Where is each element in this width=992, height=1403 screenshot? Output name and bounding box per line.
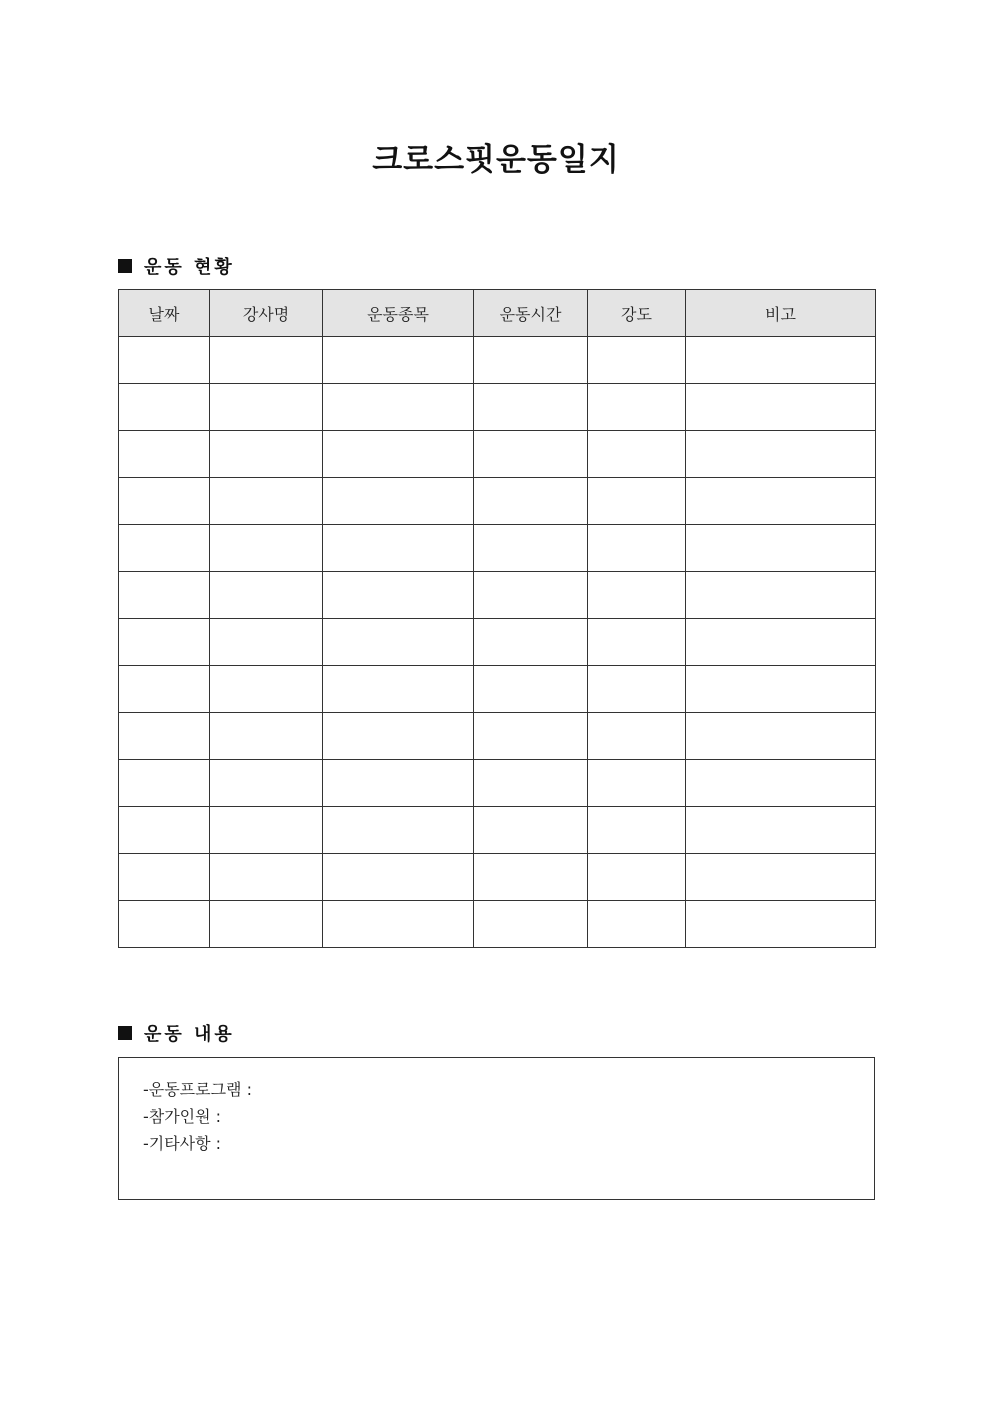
table-cell-intensity[interactable] xyxy=(588,572,686,619)
table-cell-notes[interactable] xyxy=(686,384,876,431)
table-cell-instructor[interactable] xyxy=(210,807,323,854)
table-cell-exercise-time[interactable] xyxy=(474,525,588,572)
table-cell-date[interactable] xyxy=(119,760,210,807)
table-cell-exercise-time[interactable] xyxy=(474,572,588,619)
table-cell-exercise-time[interactable] xyxy=(474,713,588,760)
table-cell-exercise-type[interactable] xyxy=(323,619,474,666)
table-cell-date[interactable] xyxy=(119,807,210,854)
content-lines xyxy=(143,1076,252,1157)
table-cell-intensity[interactable] xyxy=(588,384,686,431)
table-cell-exercise-time[interactable] xyxy=(474,337,588,384)
table-row xyxy=(119,807,876,854)
table-row xyxy=(119,666,876,713)
table-row xyxy=(119,337,876,384)
page-title: 크로스핏운동일지 xyxy=(372,142,620,178)
table-cell-intensity[interactable] xyxy=(588,525,686,572)
table-cell-intensity[interactable] xyxy=(588,901,686,948)
table-cell-notes[interactable] xyxy=(686,760,876,807)
table-cell-date[interactable] xyxy=(119,478,210,525)
table-cell-exercise-type[interactable] xyxy=(323,760,474,807)
table-cell-notes[interactable] xyxy=(686,807,876,854)
table-cell-notes[interactable] xyxy=(686,619,876,666)
column-header-intensity: 강도 xyxy=(588,290,686,337)
table-cell-instructor[interactable] xyxy=(210,666,323,713)
table-row xyxy=(119,572,876,619)
table-cell-exercise-time[interactable] xyxy=(474,807,588,854)
exercise-content-box[interactable] xyxy=(118,1057,875,1200)
table-row xyxy=(119,619,876,666)
table-cell-exercise-time[interactable] xyxy=(474,478,588,525)
table-cell-intensity[interactable] xyxy=(588,713,686,760)
table-cell-date[interactable] xyxy=(119,431,210,478)
table-cell-exercise-type[interactable] xyxy=(323,854,474,901)
table-cell-instructor[interactable] xyxy=(210,619,323,666)
table-cell-exercise-time[interactable] xyxy=(474,901,588,948)
table-cell-date[interactable] xyxy=(119,572,210,619)
table-cell-instructor[interactable] xyxy=(210,901,323,948)
table-cell-intensity[interactable] xyxy=(588,337,686,384)
table-row xyxy=(119,384,876,431)
table-cell-instructor[interactable] xyxy=(210,525,323,572)
table-cell-intensity[interactable] xyxy=(588,854,686,901)
section-heading-status xyxy=(118,253,235,279)
table-cell-instructor[interactable] xyxy=(210,384,323,431)
table-cell-instructor[interactable] xyxy=(210,854,323,901)
table-row xyxy=(119,901,876,948)
table-cell-exercise-time[interactable] xyxy=(474,854,588,901)
table-cell-instructor[interactable] xyxy=(210,431,323,478)
table-cell-instructor[interactable] xyxy=(210,572,323,619)
table-cell-intensity[interactable] xyxy=(588,478,686,525)
table-cell-instructor[interactable] xyxy=(210,478,323,525)
table-cell-exercise-time[interactable] xyxy=(474,619,588,666)
table-cell-instructor[interactable] xyxy=(210,337,323,384)
table-cell-exercise-time[interactable] xyxy=(474,666,588,713)
table-cell-notes[interactable] xyxy=(686,525,876,572)
table-cell-notes[interactable] xyxy=(686,854,876,901)
table-cell-exercise-type[interactable] xyxy=(323,807,474,854)
table-row xyxy=(119,525,876,572)
column-header-instructor: 강사명 xyxy=(210,290,323,337)
content-line-other: -기타사항 : xyxy=(143,1134,222,1153)
table-row xyxy=(119,478,876,525)
table-cell-exercise-type[interactable] xyxy=(323,525,474,572)
table-body xyxy=(119,337,876,948)
table-cell-exercise-type[interactable] xyxy=(323,384,474,431)
table-cell-notes[interactable] xyxy=(686,666,876,713)
column-header-exercise-type: 운동종목 xyxy=(323,290,474,337)
table-row xyxy=(119,713,876,760)
table-cell-intensity[interactable] xyxy=(588,666,686,713)
table-cell-exercise-type[interactable] xyxy=(323,713,474,760)
table-cell-date[interactable] xyxy=(119,337,210,384)
section-heading-content xyxy=(118,1020,235,1046)
column-header-date: 날짜 xyxy=(119,290,210,337)
table-cell-notes[interactable] xyxy=(686,478,876,525)
exercise-log-table xyxy=(118,289,876,948)
table-cell-notes[interactable] xyxy=(686,713,876,760)
table-cell-intensity[interactable] xyxy=(588,807,686,854)
table-cell-exercise-type[interactable] xyxy=(323,901,474,948)
table-cell-exercise-type[interactable] xyxy=(323,572,474,619)
table-cell-notes[interactable] xyxy=(686,901,876,948)
table-cell-exercise-type[interactable] xyxy=(323,431,474,478)
table-cell-notes[interactable] xyxy=(686,572,876,619)
content-line-program: -운동프로그램 : xyxy=(143,1080,252,1099)
table-cell-instructor[interactable] xyxy=(210,760,323,807)
table-cell-intensity[interactable] xyxy=(588,431,686,478)
table-header-row xyxy=(119,290,876,337)
square-bullet-icon xyxy=(118,259,132,273)
column-header-exercise-time: 운동시간 xyxy=(474,290,588,337)
table-cell-exercise-type[interactable] xyxy=(323,666,474,713)
table-cell-date[interactable] xyxy=(119,666,210,713)
table-cell-date[interactable] xyxy=(119,619,210,666)
table-cell-exercise-time[interactable] xyxy=(474,431,588,478)
content-line-participants: -참가인원 : xyxy=(143,1107,222,1126)
table-row xyxy=(119,431,876,478)
table-cell-exercise-time[interactable] xyxy=(474,384,588,431)
table-cell-notes[interactable] xyxy=(686,337,876,384)
table-cell-date[interactable] xyxy=(119,384,210,431)
table-cell-notes[interactable] xyxy=(686,431,876,478)
table-row xyxy=(119,760,876,807)
table-cell-exercise-type[interactable] xyxy=(323,478,474,525)
table-cell-date[interactable] xyxy=(119,713,210,760)
section-heading-label: 운동 내용 xyxy=(144,1024,235,1045)
table-cell-intensity[interactable] xyxy=(588,619,686,666)
table-row xyxy=(119,854,876,901)
table-cell-intensity[interactable] xyxy=(588,760,686,807)
square-bullet-icon xyxy=(118,1026,132,1040)
table-cell-date[interactable] xyxy=(119,854,210,901)
column-header-notes: 비고 xyxy=(686,290,876,337)
table-cell-exercise-type[interactable] xyxy=(323,337,474,384)
table-cell-exercise-time[interactable] xyxy=(474,760,588,807)
section-heading-label: 운동 현황 xyxy=(144,257,235,278)
table-cell-date[interactable] xyxy=(119,901,210,948)
table-cell-instructor[interactable] xyxy=(210,713,323,760)
table-cell-date[interactable] xyxy=(119,525,210,572)
